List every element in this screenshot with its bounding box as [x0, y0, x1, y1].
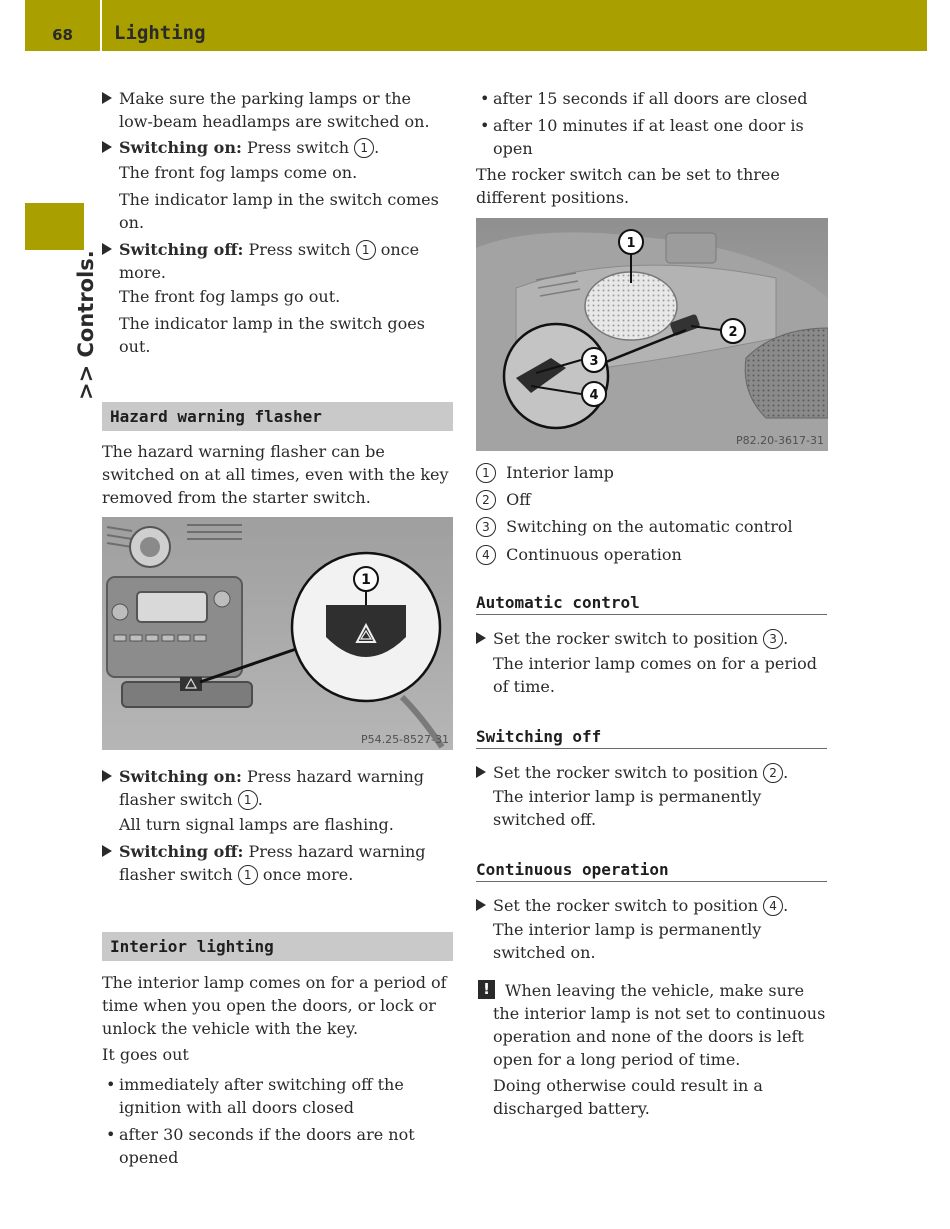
switching-off-result: The interior lamp is permanently switched off.	[493, 787, 762, 829]
page-number: 68	[52, 26, 73, 44]
hazard-figure-callout: 1	[361, 572, 371, 588]
interior-heading: Interior lighting	[102, 932, 453, 961]
goes-out-text: It goes out	[102, 1045, 189, 1064]
fog-off-result-2: The indicator lamp in the switch goes out.	[119, 314, 425, 356]
hazard-heading: Hazard warning flasher	[102, 402, 453, 431]
step-arrow-icon	[102, 845, 112, 857]
bullet-icon: •	[106, 1125, 116, 1144]
callout-3-icon: 3	[763, 629, 783, 649]
continuous-result: The interior lamp is permanently switched on.	[493, 920, 762, 962]
hazard-on-step: Switching on: Press hazard warning flasher switch 1 .	[119, 767, 424, 809]
callout-1-icon: 1	[476, 463, 496, 483]
figure-callout-2: 2	[728, 325, 738, 340]
legend-item: 3 Switching on the automatic control	[476, 515, 793, 538]
callout-4-icon: 4	[763, 896, 783, 916]
continuous-step: Set the rocker switch to position 4 .	[493, 896, 789, 915]
automatic-result: The interior lamp comes on for a period of time.	[493, 654, 817, 696]
hazard-figure-code: P54.25-8527-31	[360, 733, 449, 746]
list-item: after 30 seconds if the doors are not opened	[119, 1125, 415, 1167]
bullet-icon: •	[106, 1075, 116, 1094]
step-arrow-icon	[102, 92, 112, 104]
step-arrow-icon	[102, 243, 112, 255]
hazard-intro: The hazard warning flasher can be switched on at all times, even with the key removed from the starter switch.	[102, 442, 449, 507]
rocker-intro: The rocker switch can be set to three different positions.	[476, 165, 780, 207]
callout-3-icon: 3	[476, 517, 496, 537]
fog-on-result-1: The front fog lamps come on.	[119, 163, 358, 182]
list-item: after 15 seconds if all doors are closed	[493, 89, 808, 108]
fog-on-step: Switching on: Press switch 1 .	[119, 138, 380, 157]
warning-text-2: Doing otherwise could result in a discharged battery.	[493, 1076, 763, 1118]
hazard-figure	[102, 517, 453, 750]
switching-off-step: Set the rocker switch to position 2 .	[493, 763, 789, 782]
switching-off-heading: Switching off	[476, 726, 827, 749]
dashboard-illustration	[102, 517, 453, 750]
step-arrow-icon	[476, 899, 486, 911]
page-title: Lighting	[114, 22, 206, 44]
step-arrow-icon	[476, 632, 486, 644]
figure-callout-1: 1	[626, 236, 636, 251]
warning-icon: !	[478, 980, 495, 999]
list-item: immediately after switching off the ignition with all doors closed	[119, 1075, 404, 1117]
header-divider	[100, 0, 102, 51]
callout-1-icon: 1	[354, 138, 374, 158]
figure-callout-4: 4	[589, 388, 599, 403]
callout-2-icon: 2	[476, 490, 496, 510]
intro-step: Make sure the parking lamps or the low-beam headlamps are switched on.	[119, 89, 430, 131]
hazard-off-step: Switching off: Press hazard warning flasher switch 1 once more.	[119, 842, 426, 884]
interior-figure-code: P82.20-3617-31	[735, 434, 824, 447]
hazard-on-result: All turn signal lamps are flashing.	[119, 815, 394, 834]
step-arrow-icon	[102, 770, 112, 782]
automatic-step: Set the rocker switch to position 3 .	[493, 629, 789, 648]
warning-text: When leaving the vehicle, make sure the interior lamp is not set to continuous operation and none of the doors is left open for a long period of time.	[493, 981, 826, 1069]
figure-callout-3: 3	[589, 354, 599, 369]
list-item: after 10 minutes if at least one door is open	[493, 116, 804, 158]
step-arrow-icon	[476, 766, 486, 778]
interior-intro: The interior lamp comes on for a period of time when you open the doors, or lock or unlock the vehicle with the key.	[102, 973, 447, 1038]
callout-1-icon: 1	[238, 865, 258, 885]
interior-lamp-figure	[476, 218, 828, 451]
legend-item: 2 Off	[476, 488, 531, 511]
step-arrow-icon	[102, 141, 112, 153]
legend-item: 1 Interior lamp	[476, 461, 614, 484]
overhead-console-illustration	[476, 218, 828, 451]
fog-on-result-2: The indicator lamp in the switch comes on.	[119, 190, 439, 232]
callout-4-icon: 4	[476, 545, 496, 565]
section-tab	[25, 203, 84, 250]
callout-1-icon: 1	[356, 240, 376, 260]
legend-item: 4 Continuous operation	[476, 543, 682, 566]
bullet-icon: •	[480, 89, 490, 108]
section-label: >> Controls.	[74, 250, 98, 400]
callout-1-icon: 1	[238, 790, 258, 810]
fog-off-step: Switching off: Press switch 1 once more.	[119, 240, 420, 282]
bullet-icon: •	[480, 116, 490, 135]
continuous-operation-heading: Continuous operation	[476, 859, 827, 882]
automatic-control-heading: Automatic control	[476, 592, 827, 615]
callout-2-icon: 2	[763, 763, 783, 783]
fog-off-result-1: The front fog lamps go out.	[119, 287, 341, 306]
